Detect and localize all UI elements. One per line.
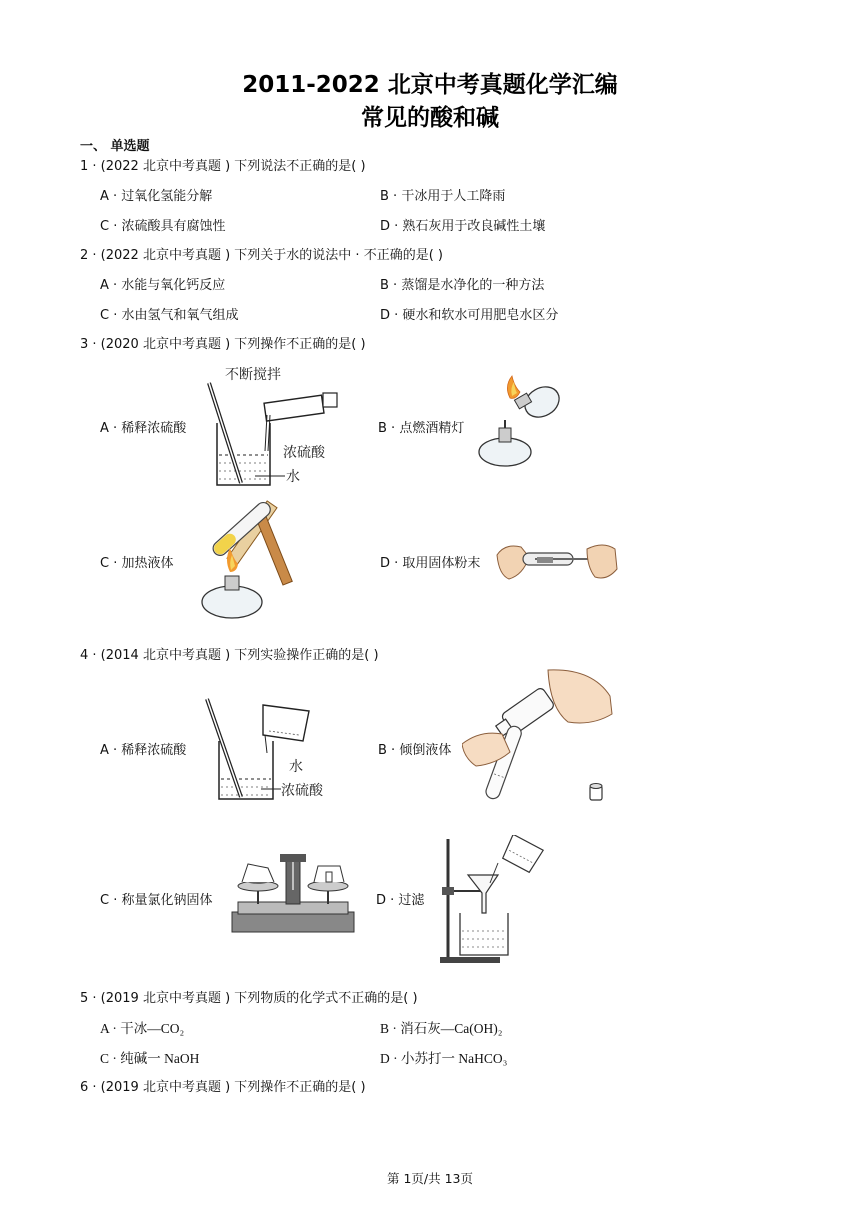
q5-option-b[interactable]: B · 消石灰—Ca(OH)₂ (380, 1021, 503, 1036)
label-conc-acid: 浓硫酸 (283, 445, 325, 461)
q2-option-d[interactable]: D · 硬水和软水可用肥皂水区分 (380, 308, 559, 323)
section-heading: 一、 单选题 (80, 139, 150, 154)
q4-figure-filtration (438, 835, 548, 965)
doc-title-line1: 2011-2022 北京中考真题化学汇编 (242, 72, 618, 98)
q3-figure-dilute-acid (205, 365, 355, 490)
page-footer: 第 1页/共 13页 (386, 1171, 474, 1186)
q3-option-d[interactable]: D · 取用固体粉末 (380, 556, 481, 571)
q4-option-d[interactable]: D · 过滤 (376, 893, 425, 908)
q4-figure-pour-liquid (462, 668, 622, 808)
q5-stem: 5 · (2019 北京中考真题 ) 下列物质的化学式不正确的是( ) (80, 991, 418, 1006)
label-water: 水 (286, 469, 300, 485)
q4-option-b[interactable]: B · 倾倒液体 (378, 743, 452, 758)
q2-option-a[interactable]: A · 水能与氧化钙反应 (100, 278, 226, 293)
q4-stem: 4 · (2014 北京中考真题 ) 下列实验操作正确的是( ) (80, 648, 379, 663)
q6-stem: 6 · (2019 北京中考真题 ) 下列操作不正确的是( ) (80, 1080, 366, 1095)
q3-option-c[interactable]: C · 加热液体 (100, 556, 174, 571)
label-stir: 不断搅拌 (225, 367, 281, 383)
q4-option-a[interactable]: A · 稀释浓硫酸 (100, 743, 187, 758)
q3-figure-light-lamp (470, 372, 570, 472)
doc-title-line2: 常见的酸和碱 (361, 105, 499, 131)
q1-option-b[interactable]: B · 干冰用于人工降雨 (380, 189, 506, 204)
label-water: 水 (289, 759, 303, 775)
q2-option-c[interactable]: C · 水由氢气和氧气组成 (100, 308, 239, 323)
q3-option-a[interactable]: A · 稀释浓硫酸 (100, 421, 187, 436)
q1-option-c[interactable]: C · 浓硫酸具有腐蚀性 (100, 219, 226, 234)
q5-option-a[interactable]: A · 干冰—CO₂ (100, 1021, 185, 1036)
q1-option-d[interactable]: D · 熟石灰用于改良碱性土壤 (380, 219, 546, 234)
q1-option-a[interactable]: A · 过氧化氢能分解 (100, 189, 213, 204)
q3-stem: 3 · (2020 北京中考真题 ) 下列操作不正确的是( ) (80, 337, 366, 352)
q3-option-b[interactable]: B · 点燃酒精灯 (378, 421, 465, 436)
q5-option-c[interactable]: C · 纯碱一 NaOH (100, 1051, 200, 1066)
q3-figure-solid-powder (495, 535, 620, 585)
q3-figure-heat-liquid (190, 490, 330, 625)
q1-stem: 1 · (2022 北京中考真题 ) 下列说法不正确的是( ) (80, 159, 366, 174)
q4-figure-dilute-acid (205, 695, 335, 805)
q4-figure-balance (228, 850, 358, 940)
q4-option-c[interactable]: C · 称量氯化钠固体 (100, 893, 213, 908)
q5-option-d[interactable]: D · 小苏打一 NaHCO₃ (380, 1051, 508, 1066)
label-conc-acid: 浓硫酸 (281, 783, 323, 799)
q2-stem: 2 · (2022 北京中考真题 ) 下列关于水的说法中 · 不正确的是( ) (80, 248, 443, 263)
q2-option-b[interactable]: B · 蒸馏是水净化的一种方法 (380, 278, 545, 293)
